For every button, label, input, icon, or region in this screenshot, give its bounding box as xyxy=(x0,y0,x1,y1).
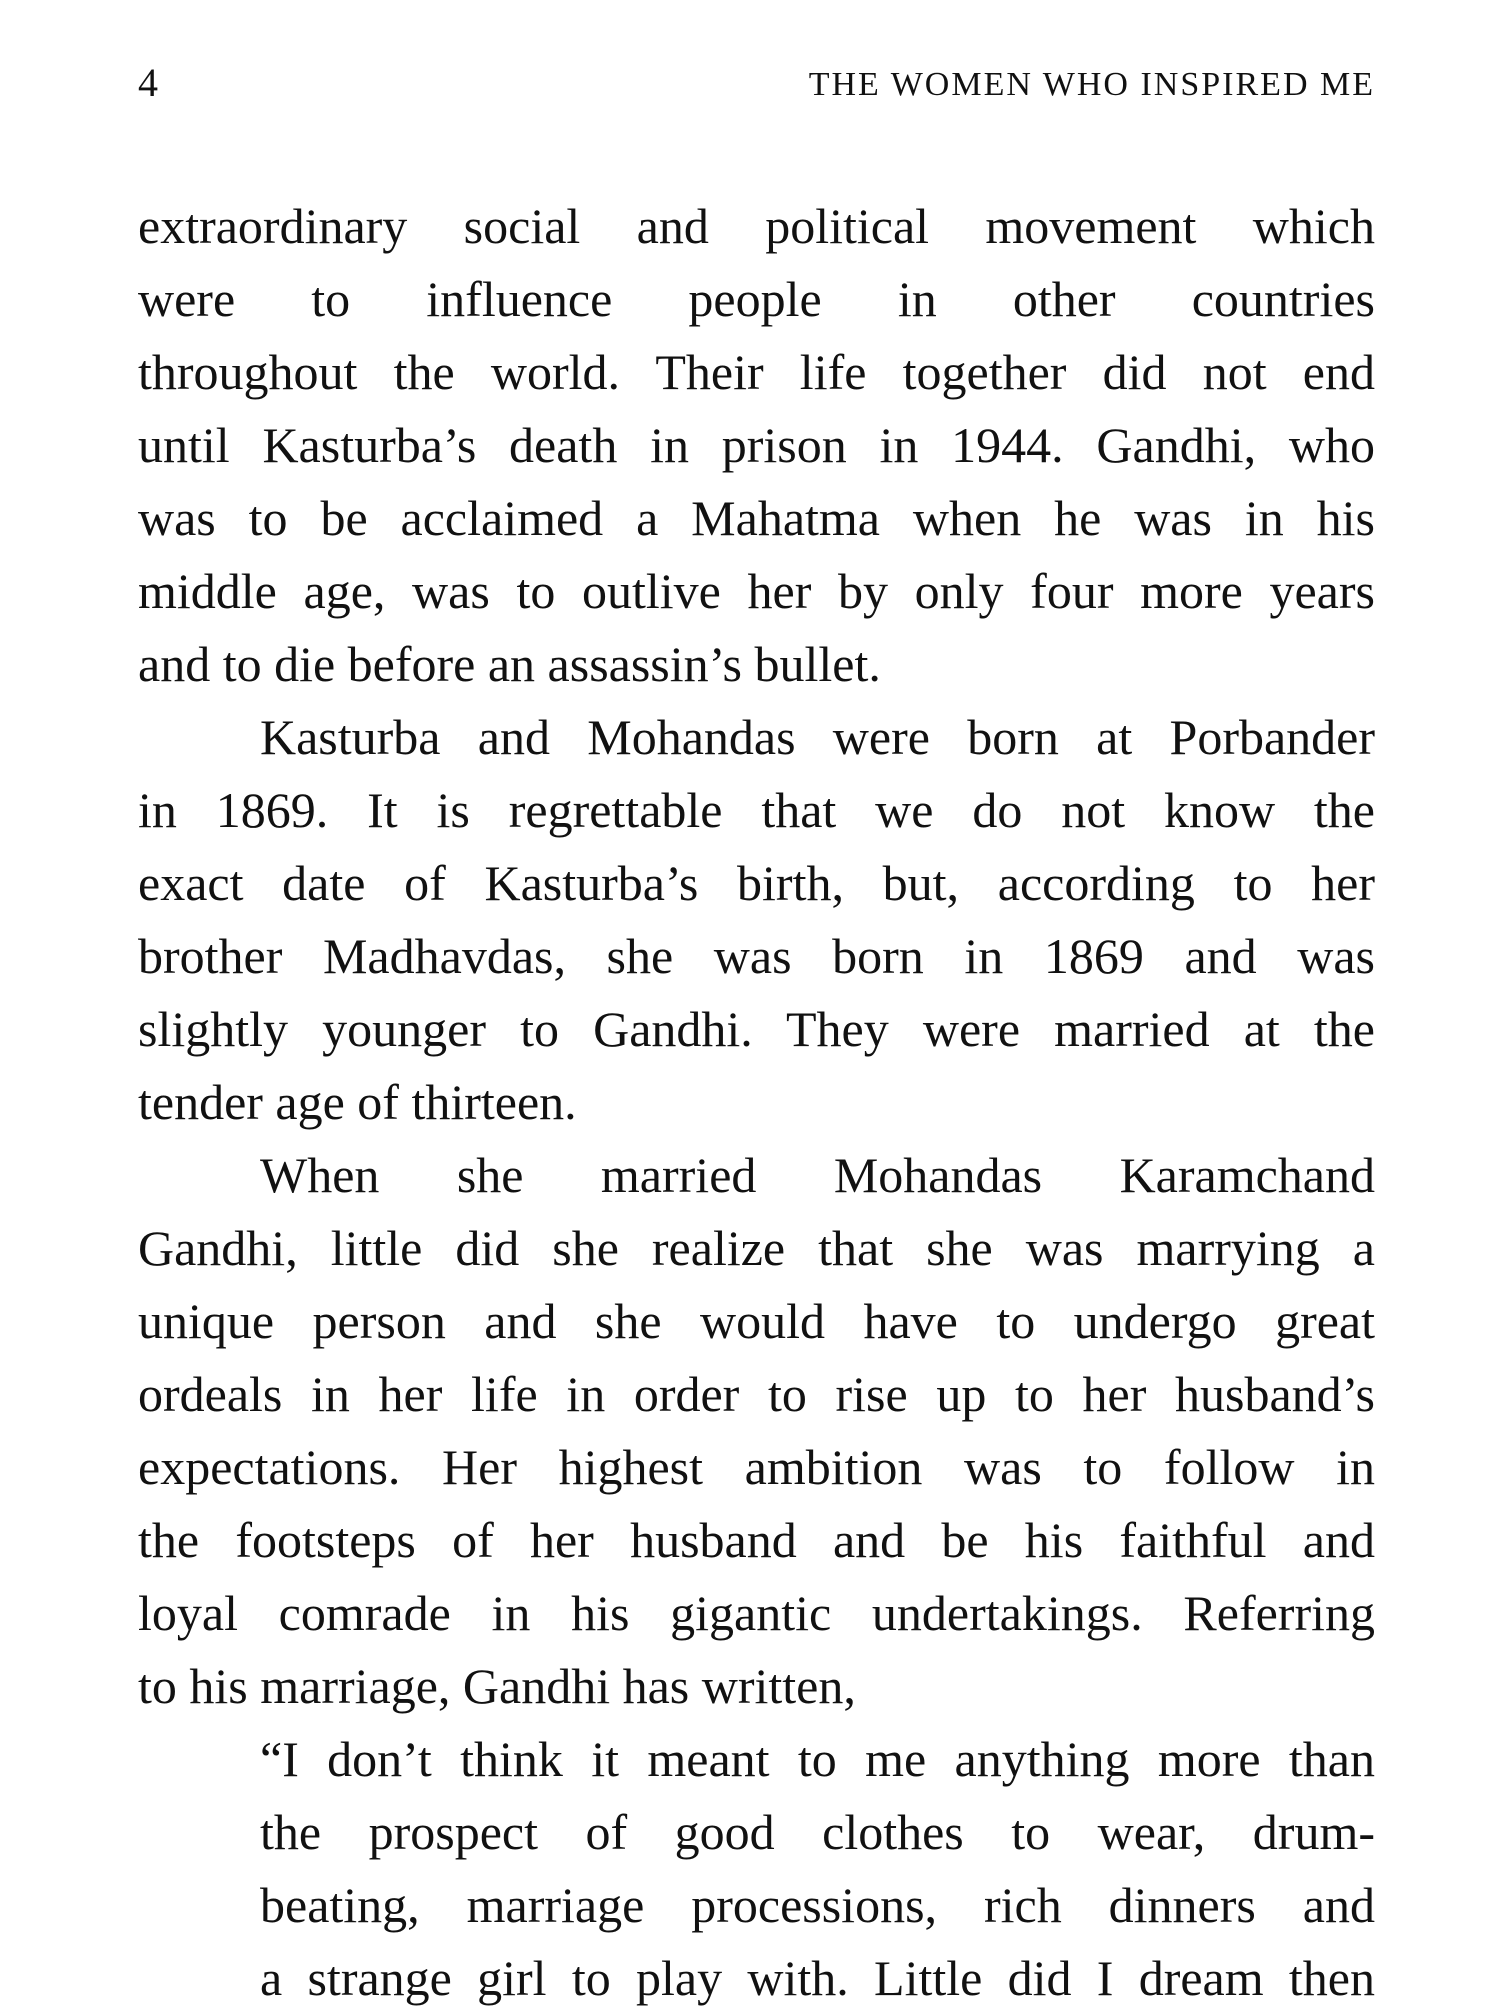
text-line: brother Madhavdas, she was born in 1869 and was xyxy=(138,928,1375,984)
text-line: in 1869. It is regrettable that we do not know the xyxy=(138,782,1375,838)
text-line: throughout the world. Their life together did not end xyxy=(138,344,1375,400)
text-line: and to die before an assassin’s bullet. xyxy=(138,636,881,692)
text-line: When she married Mohandas Karamchand xyxy=(260,1147,1375,1203)
quote-line: the prospect of good clothes to wear, drum- xyxy=(260,1804,1375,1860)
page-header xyxy=(138,58,1375,118)
text-line: expectations. Her highest ambition was to follow in xyxy=(138,1439,1375,1495)
text-line: loyal comrade in his gigantic undertakings. Referring xyxy=(138,1585,1375,1641)
block-quote xyxy=(138,1723,1375,2015)
paragraph-2 xyxy=(138,701,1375,1139)
text-line: was to be acclaimed a Mahatma when he was in his xyxy=(138,490,1375,546)
text-line: were to influence people in other countries xyxy=(138,271,1375,327)
quote-line: beating, marriage processions, rich dinners and xyxy=(260,1877,1375,1933)
text-line: Kasturba and Mohandas were born at Porbander xyxy=(260,709,1375,765)
text-line: exact date of Kasturba’s birth, but, according to her xyxy=(138,855,1375,911)
text-line: Gandhi, little did she realize that she was marrying a xyxy=(138,1220,1375,1276)
text-line: middle age, was to outlive her by only four more years xyxy=(138,563,1375,619)
text-line: ordeals in her life in order to rise up to her husband’s xyxy=(138,1366,1375,1422)
paragraph-1 xyxy=(138,190,1375,701)
text-line: extraordinary social and political movement which xyxy=(138,198,1375,254)
running-head: THE WOMEN WHO INSPIRED ME xyxy=(808,66,1375,103)
text-line: slightly younger to Gandhi. They were married at the xyxy=(138,1001,1375,1057)
paragraph-3 xyxy=(138,1139,1375,1723)
text-line: to his marriage, Gandhi has written, xyxy=(138,1658,856,1714)
text-line: until Kasturba’s death in prison in 1944. Gandhi, who xyxy=(138,417,1375,473)
text-line: tender age of thirteen. xyxy=(138,1074,577,1130)
text-line: unique person and she would have to undergo great xyxy=(138,1293,1375,1349)
text-line: the footsteps of her husband and be his faithful and xyxy=(138,1512,1375,1568)
page-number: 4 xyxy=(138,60,158,105)
body-text xyxy=(138,190,1375,2015)
quote-line: a strange girl to play with. Little did I dream then xyxy=(260,1950,1375,2006)
quote-line: “I don’t think it meant to me anything more than xyxy=(260,1731,1375,1787)
